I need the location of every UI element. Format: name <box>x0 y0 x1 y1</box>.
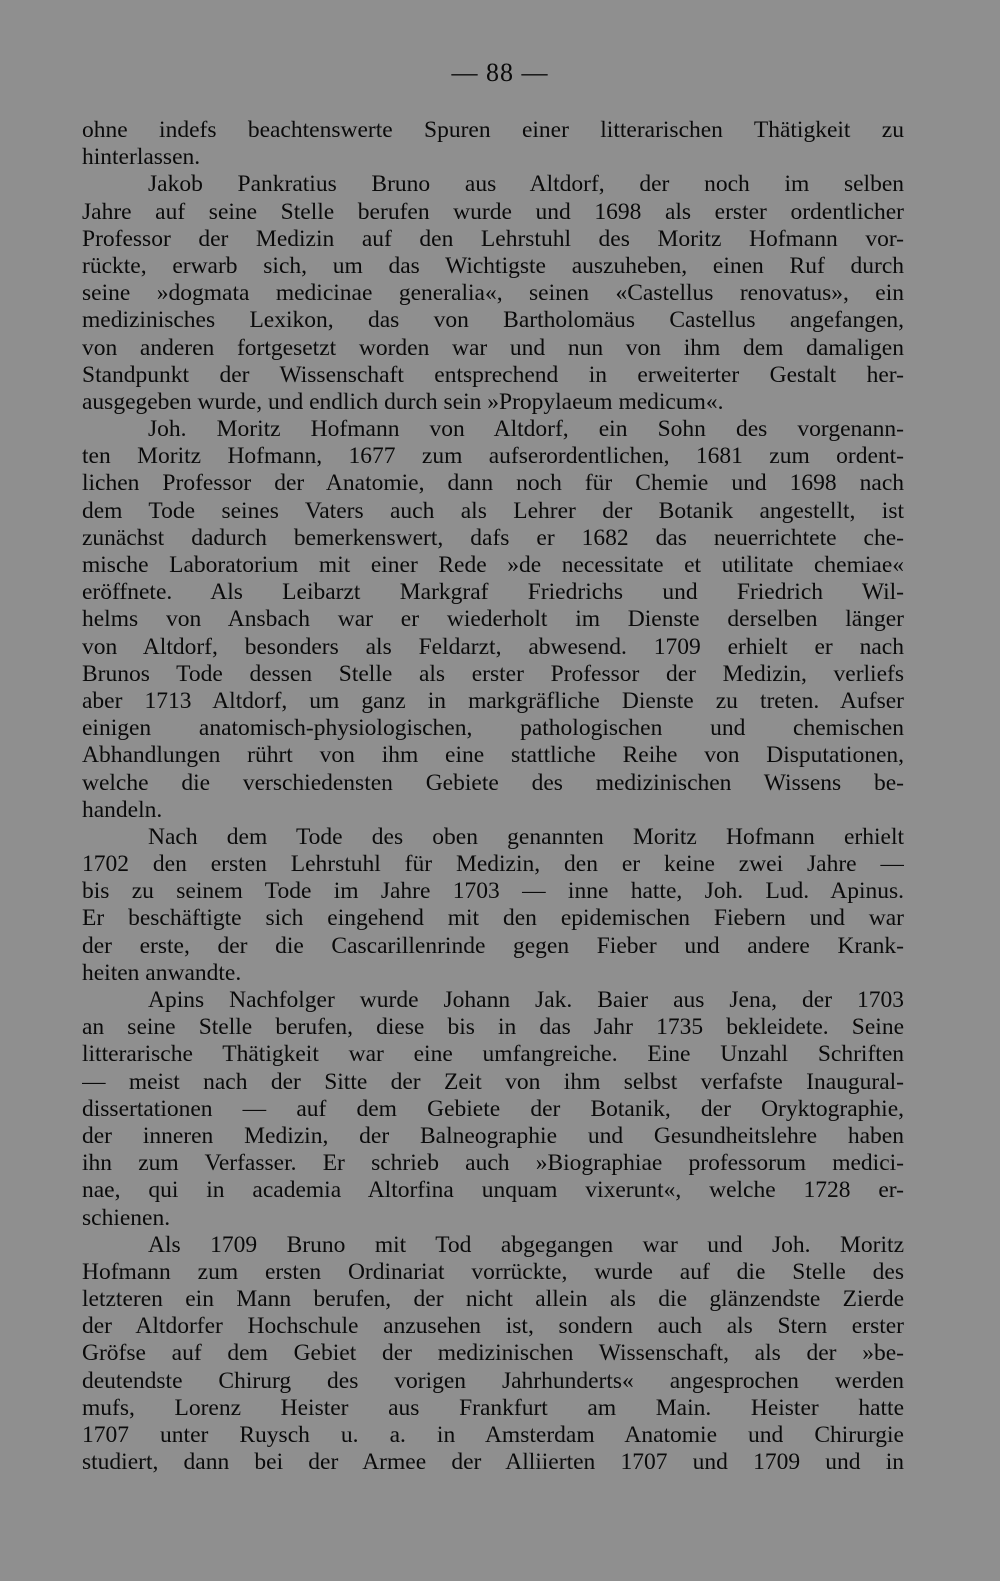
text-line: Standpunkt der Wissenschaft entsprechend in erweiterter Gestalt her- <box>82 361 904 388</box>
text-line: rückte, erwarb sich, um das Wichtigste auszuheben, einen Ruf durch <box>82 252 904 279</box>
page-number: — 88 — <box>451 58 549 87</box>
text-line: mische Laboratorium mit einer Rede »de necessitate et utilitate chemiae« <box>82 552 904 578</box>
text-line: welche die verschiedensten Gebiete des medizinischen Wissens be- <box>82 769 904 796</box>
text-line: handeln. <box>82 796 163 823</box>
text-line: der inneren Medizin, der Balneographie und Gesundheitslehre haben <box>82 1122 904 1149</box>
text-line: Apins Nachfolger wurde Johann Jak. Baier aus Jena, der 1703 <box>148 987 904 1013</box>
text-line: Professor der Medizin auf den Lehrstuhl des Moritz Hofmann vor- <box>82 225 904 252</box>
text-line: medizinisches Lexikon, das von Bartholomäus Castellus angefangen, <box>82 307 904 334</box>
text-line: eröffnete. Als Leibarzt Markgraf Friedrichs und Friedrich Wil- <box>82 579 904 606</box>
text-line: Gröfse auf dem Gebiet der medizinischen Wissenschaft, als der »be- <box>82 1340 904 1367</box>
body-text <box>82 117 904 1476</box>
text-line: der Altdorfer Hochschule anzusehen ist, sondern auch als Stern erster <box>82 1313 904 1340</box>
text-line: Brunos Tode dessen Stelle als erster Professor der Medizin, verliefs <box>82 660 904 687</box>
text-line: Joh. Moritz Hofmann von Altdorf, ein Sohn des vorgenann- <box>148 416 904 443</box>
text-line: ihn zum Verfasser. Er schrieb auch »Biographiae professorum medici- <box>82 1150 904 1177</box>
text-line: aber 1713 Altdorf, um ganz in markgräfliche Dienste zu treten. Aufser <box>82 687 904 714</box>
text-line: dem Tode seines Vaters auch als Lehrer der Botanik angestellt, ist <box>82 497 904 524</box>
text-line: Jahre auf seine Stelle berufen wurde und 1698 als erster ordentlicher <box>82 198 904 225</box>
text-line: Abhandlungen rührt von ihm eine stattliche Reihe von Disputationen, <box>82 742 904 769</box>
text-line: lichen Professor der Anatomie, dann noch für Chemie und 1698 nach <box>82 470 904 497</box>
text-line: an seine Stelle berufen, diese bis in das Jahr 1735 bekleidete. Seine <box>82 1014 904 1041</box>
text-line: dissertationen — auf dem Gebiete der Botanik, der Oryktographie, <box>82 1095 904 1122</box>
text-line: studiert, dann bei der Armee der Alliierten 1707 und 1709 und in <box>82 1449 904 1476</box>
text-line: Er beschäftigte sich eingehend mit den epidemischen Fiebern und war <box>82 905 904 932</box>
text-line: schienen. <box>82 1204 171 1231</box>
text-line: helms von Ansbach war er wiederholt im Dienste derselben länger <box>82 606 904 633</box>
text-line: ten Moritz Hofmann, 1677 zum aufserordentlichen, 1681 zum ordent- <box>82 443 904 470</box>
text-line: Jakob Pankratius Bruno aus Altdorf, der noch im selben <box>148 171 904 198</box>
text-line: — meist nach der Sitte der Zeit von ihm selbst verfafste Inaugural- <box>82 1068 904 1095</box>
text-line: 1702 den ersten Lehrstuhl für Medizin, den er keine zwei Jahre — <box>82 851 904 878</box>
text-line: zunächst dadurch bemerkenswert, dafs er 1682 das neuerrichtete che- <box>82 524 904 551</box>
text-line: seine »dogmata medicinae generalia«, seinen «Castellus renovatus», ein <box>82 280 904 307</box>
text-line: Als 1709 Bruno mit Tod abgegangen war und Joh. Moritz <box>148 1231 904 1258</box>
text-line: 1707 unter Ruysch u. a. in Amsterdam Anatomie und Chirurgie <box>82 1422 904 1448</box>
text-line: ausgegeben wurde, und endlich durch sein »Propylaeum medicum«. <box>82 388 724 415</box>
text-line: heiten anwandte. <box>82 959 242 986</box>
text-line: von anderen fortgesetzt worden war und nun von ihm dem damaligen <box>82 334 904 361</box>
text-line: einigen anatomisch-physiologischen, pathologischen und chemischen <box>82 715 904 742</box>
text-line: mufs, Lorenz Heister aus Frankfurt am Main. Heister hatte <box>82 1394 904 1421</box>
text-line: hinterlassen. <box>82 144 201 171</box>
text-line: von Altdorf, besonders als Feldarzt, abwesend. 1709 erhielt er nach <box>82 633 904 660</box>
text-line: der erste, der die Cascarillenrinde gegen Fieber und andere Krank- <box>82 932 904 959</box>
text-line: nae, qui in academia Altorfina unquam vixerunt«, welche 1728 er- <box>82 1177 904 1204</box>
text-line: litterarische Thätigkeit war eine umfangreiche. Eine Unzahl Schriften <box>82 1041 904 1068</box>
text-line: letzteren ein Mann berufen, der nicht allein als die glänzendste Zierde <box>82 1286 904 1313</box>
text-line: ohne indefs beachtenswerte Spuren einer litterarischen Thätigkeit zu <box>82 117 904 143</box>
text-line: Hofmann zum ersten Ordinariat vorrückte, wurde auf die Stelle des <box>82 1258 904 1285</box>
text-line: bis zu seinem Tode im Jahre 1703 — inne hatte, Joh. Lud. Apinus. <box>82 878 904 905</box>
text-line: Nach dem Tode des oben genannten Moritz Hofmann erhielt <box>148 823 904 850</box>
text-line: deutendste Chirurg des vorigen Jahrhunderts« angesprochen werden <box>82 1367 904 1394</box>
